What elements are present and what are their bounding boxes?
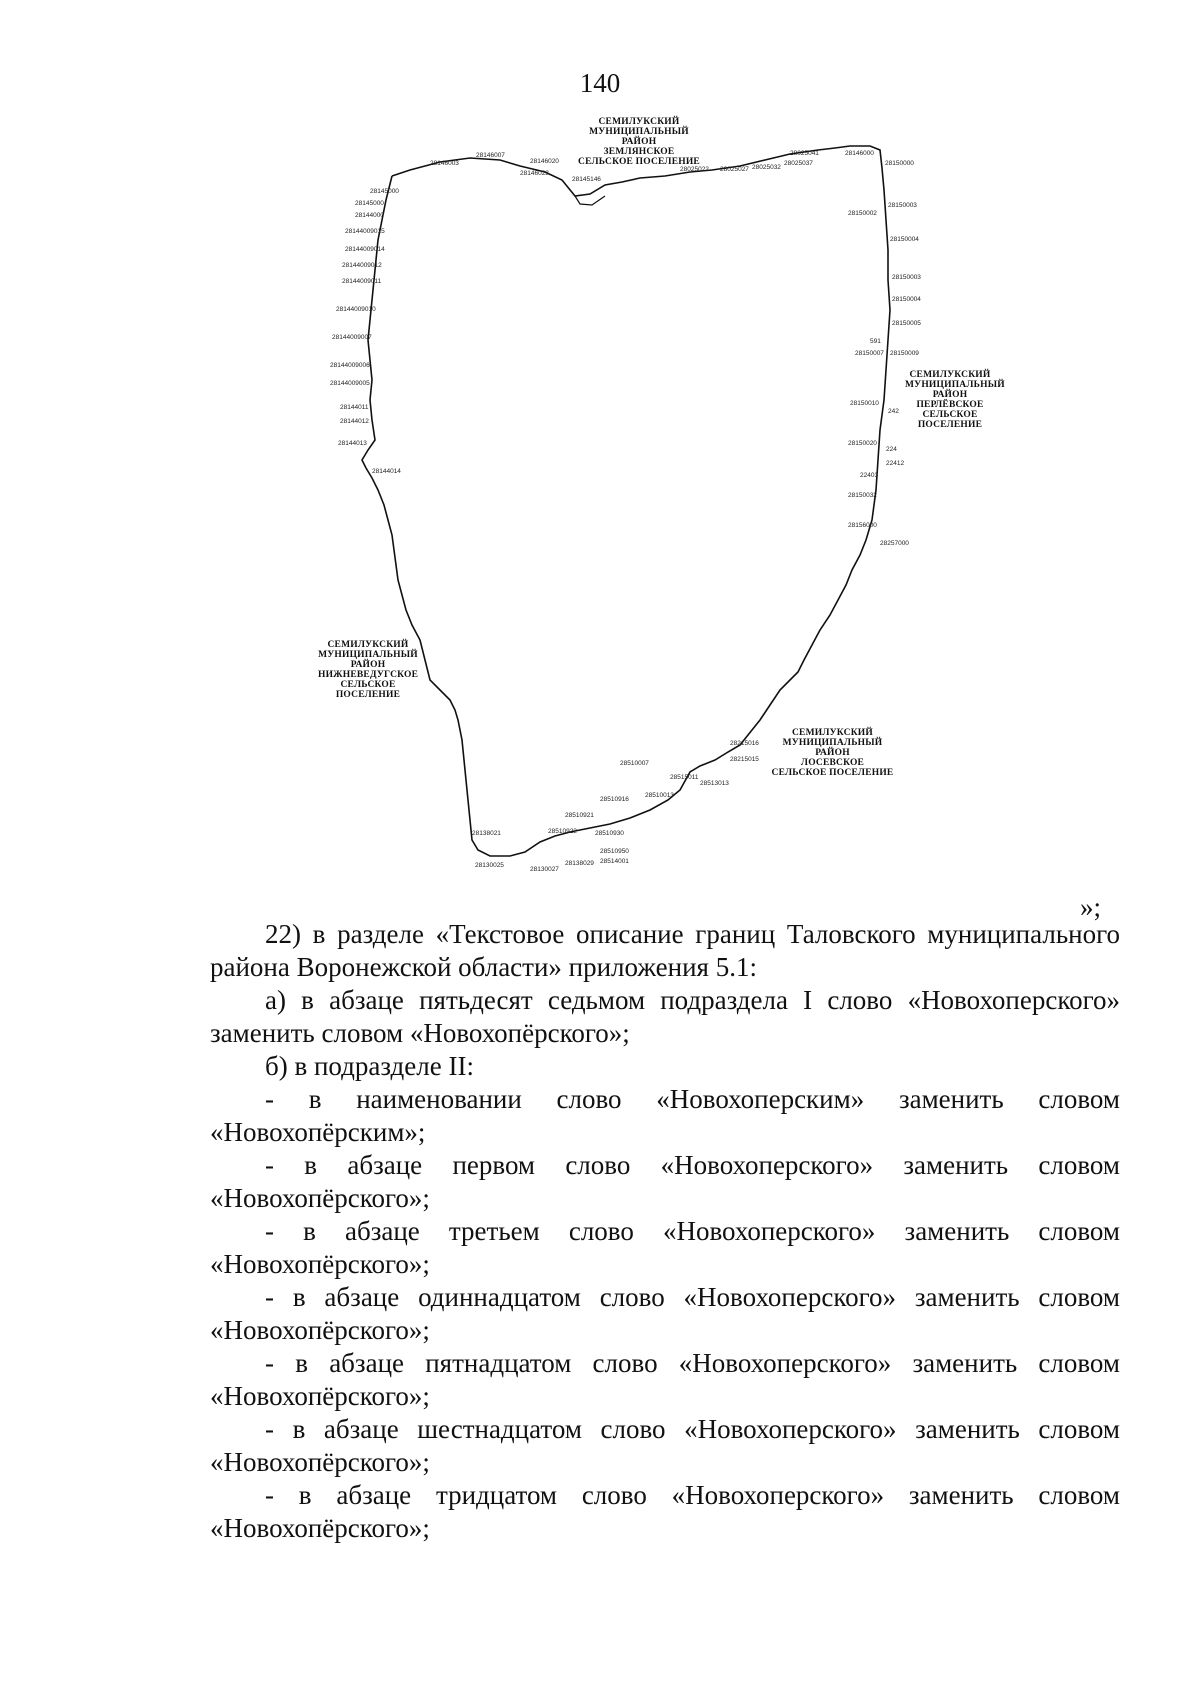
point-label: 28510930: [595, 830, 624, 837]
region-label-north: СЕМИЛУКСКИЙ МУНИЦИПАЛЬНЫЙ РАЙОН ЗЕМЛЯНСКОЕ СЕЛЬСКОЕ ПОСЕЛЕНИЕ: [578, 117, 700, 167]
point-label: 28215015: [730, 756, 759, 763]
point-label: 28025032: [752, 164, 781, 171]
point-label: 28144013: [338, 440, 367, 447]
point-label: 28144009015: [345, 228, 385, 235]
paragraph: 22) в разделе «Текстовое описание границ Таловского муниципального района Воронежской области» приложения 5.1:: [210, 919, 1120, 982]
page-number: 140: [579, 68, 621, 98]
point-label: 28150007: [855, 350, 884, 357]
point-label: 28510916: [600, 796, 629, 803]
point-label: 28144011: [340, 404, 369, 411]
paragraph: - в абзаце шестнадцатом слово «Новохоперского» заменить словом «Новохопёрского»;: [210, 1414, 1120, 1477]
point-label: 28510007: [620, 760, 649, 767]
point-label: 28150010: [850, 400, 879, 407]
point-label: 591: [870, 338, 881, 345]
point-label: 28150005: [892, 320, 921, 327]
point-label: 28144009005: [330, 380, 370, 387]
paragraph: а) в абзаце пятьдесят седьмом подраздела I слово «Новохоперского» заменить словом «Новохопёрского»;: [210, 985, 1120, 1048]
point-label: 28513013: [700, 780, 729, 787]
paragraph: - в наименовании слово «Новохоперским» заменить словом «Новохопёрским»;: [210, 1084, 1120, 1147]
point-label: 28144009006: [330, 362, 370, 369]
point-label: 22403: [860, 472, 879, 479]
paragraph: б) в подразделе II:: [265, 1051, 474, 1081]
point-label: 28025041: [790, 150, 819, 157]
point-label: 28514001: [600, 858, 629, 865]
point-label: 28215016: [730, 740, 759, 747]
point-label: 28144014: [372, 468, 401, 475]
point-label: 28138029: [565, 860, 594, 867]
paragraph: - в абзаце тридцатом слово «Новохоперского» заменить словом «Новохопёрского»;: [210, 1480, 1120, 1543]
point-label: 28146023: [520, 170, 549, 177]
point-label: 28510922: [548, 828, 577, 835]
point-label: 28150032: [848, 492, 877, 499]
region-label-west: СЕМИЛУКСКИЙ МУНИЦИПАЛЬНЫЙ РАЙОН НИЖНЕВЕДУГСКОЕ СЕЛЬСКОЕ ПОСЕЛЕНИЕ: [318, 640, 419, 700]
point-label: 28150003: [888, 202, 917, 209]
point-label: 28144000: [355, 212, 384, 219]
point-label: 28144009010: [336, 306, 376, 313]
point-label: 242: [888, 408, 899, 415]
point-label: 28150002: [848, 210, 877, 217]
region-label-east: СЕМИЛУКСКИЙ МУНИЦИПАЛЬНЫЙ РАЙОН ПЕРЛЁВСКОЕ СЕЛЬСКОЕ ПОСЕЛЕНИЕ: [905, 370, 1005, 430]
point-label: 28145000: [355, 200, 384, 207]
point-label: 28144009012: [342, 262, 382, 269]
point-label: 28150003: [892, 274, 921, 281]
point-label: 28130025: [475, 862, 504, 869]
point-label: 28146020: [530, 158, 559, 165]
point-label: 28144009014: [345, 246, 385, 253]
point-label: 28025027: [720, 166, 749, 173]
amendment-text: [210, 918, 1120, 1545]
point-label: 28515011: [670, 774, 699, 781]
point-label: 28156000: [848, 522, 877, 529]
point-label: 28146000: [845, 150, 874, 157]
point-label: 28146007: [476, 152, 505, 159]
point-label: 28510013: [645, 792, 674, 799]
point-label: 28150004: [892, 296, 921, 303]
point-label: 22412: [886, 460, 905, 467]
closing-quote: »;: [1080, 892, 1102, 922]
point-label: 28025022: [680, 166, 709, 173]
point-label: 28145146: [572, 176, 601, 183]
point-label: 28144012: [340, 418, 369, 425]
point-label: 28130027: [530, 866, 559, 873]
paragraph: - в абзаце одиннадцатом слово «Новохоперского» заменить словом «Новохопёрского»;: [210, 1282, 1120, 1345]
paragraph: - в абзаце пятнадцатом слово «Новохоперского» заменить словом «Новохопёрского»;: [210, 1348, 1120, 1411]
paragraph: - в абзаце третьем слово «Новохоперского» заменить словом «Новохопёрского»;: [210, 1216, 1120, 1279]
paragraph: - в абзаце первом слово «Новохоперского» заменить словом «Новохопёрского»;: [210, 1150, 1120, 1213]
point-label: 28150000: [885, 160, 914, 167]
point-label: 28138021: [472, 830, 501, 837]
point-label: 28145000: [370, 188, 399, 195]
point-label: 28144009011: [342, 278, 382, 285]
point-label: 28510921: [565, 812, 594, 819]
point-label: 224: [886, 446, 897, 453]
point-label: 28150009: [890, 350, 919, 357]
point-label: 28150020: [848, 440, 877, 447]
point-label: 28025037: [784, 160, 813, 167]
point-label: 28146003: [430, 160, 459, 167]
point-label: 28150004: [890, 236, 919, 243]
point-label: 28257000: [880, 540, 909, 547]
point-label: 28510950: [600, 848, 629, 855]
point-label: 28144009007: [332, 334, 372, 341]
region-label-south: СЕМИЛУКСКИЙ МУНИЦИПАЛЬНЫЙ РАЙОН ЛОСЕВСКОЕ СЕЛЬСКОЕ ПОСЕЛЕНИЕ: [771, 728, 894, 778]
